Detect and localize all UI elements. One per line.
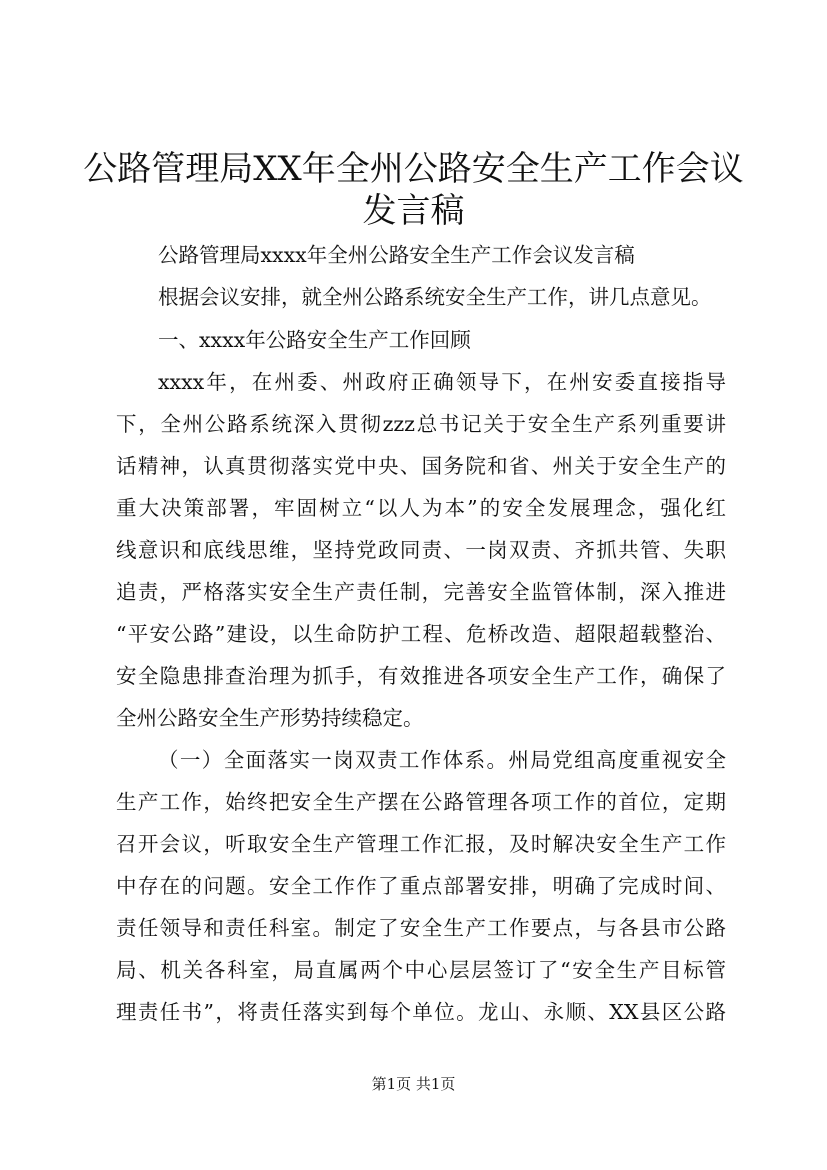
- paragraph-line: 理责任书”，将责任落实到每个单位。龙山、永顺、XX县区公路: [116, 1000, 726, 1024]
- page-number-footer: 第1页 共1页: [371, 1075, 456, 1093]
- paragraph-line: 重大决策部署，牢固树立“以人为本”的安全发展理念，强化红: [116, 496, 726, 520]
- paragraph-line: 追责，严格落实安全生产责任制，完善安全监管体制，深入推进: [116, 580, 726, 604]
- paragraph-line: 全州公路安全生产形势持续稳定。: [116, 706, 424, 730]
- paragraph-line: 责任领导和责任科室。制定了安全生产工作要点，与各县市公路: [116, 916, 726, 940]
- paragraph-line: 召开会议，听取安全生产管理工作汇报，及时解决安全生产工作: [116, 832, 726, 856]
- document-title-line-2: 发言稿: [362, 191, 465, 231]
- paragraph-line: xxxx年，在州委、州政府正确领导下，在州安委直接指导: [158, 370, 726, 394]
- paragraph-line: 安全隐患排查治理为抓手，有效推进各项安全生产工作，确保了: [116, 664, 726, 688]
- paragraph-line: “平安公路”建设，以生命防护工程、危桥改造、超限超载整治、: [116, 622, 726, 646]
- paragraph-line: 生产工作，始终把安全生产摆在公路管理各项工作的首位，定期: [116, 790, 726, 814]
- paragraph-line: 线意识和底线思维，坚持党政同责、一岗双责、齐抓共管、失职: [116, 538, 726, 562]
- section-heading: 一、xxxx年公路安全生产工作回顾: [158, 328, 471, 352]
- paragraph-line: 局、机关各科室，局直属两个中心层层签订了“安全生产目标管: [116, 958, 726, 982]
- subsection-heading: （一）全面落实一岗双责工作体系。州局党组高度重视安全: [158, 748, 726, 772]
- paragraph-line: 公路管理局xxxx年全州公路安全生产工作会议发言稿: [158, 243, 635, 267]
- paragraph-line: 根据会议安排，就全州公路系统安全生产工作，讲几点意见。: [158, 285, 712, 309]
- paragraph-line: 话精神，认真贯彻落实党中央、国务院和省、州关于安全生产的: [116, 454, 726, 478]
- paragraph-line: 下，全州公路系统深入贯彻zzz总书记关于安全生产系列重要讲: [116, 412, 726, 436]
- document-title-line-1: 公路管理局XX年全州公路安全生产工作会议: [83, 149, 744, 189]
- paragraph-line: 中存在的问题。安全工作作了重点部署安排，明确了完成时间、: [116, 874, 726, 898]
